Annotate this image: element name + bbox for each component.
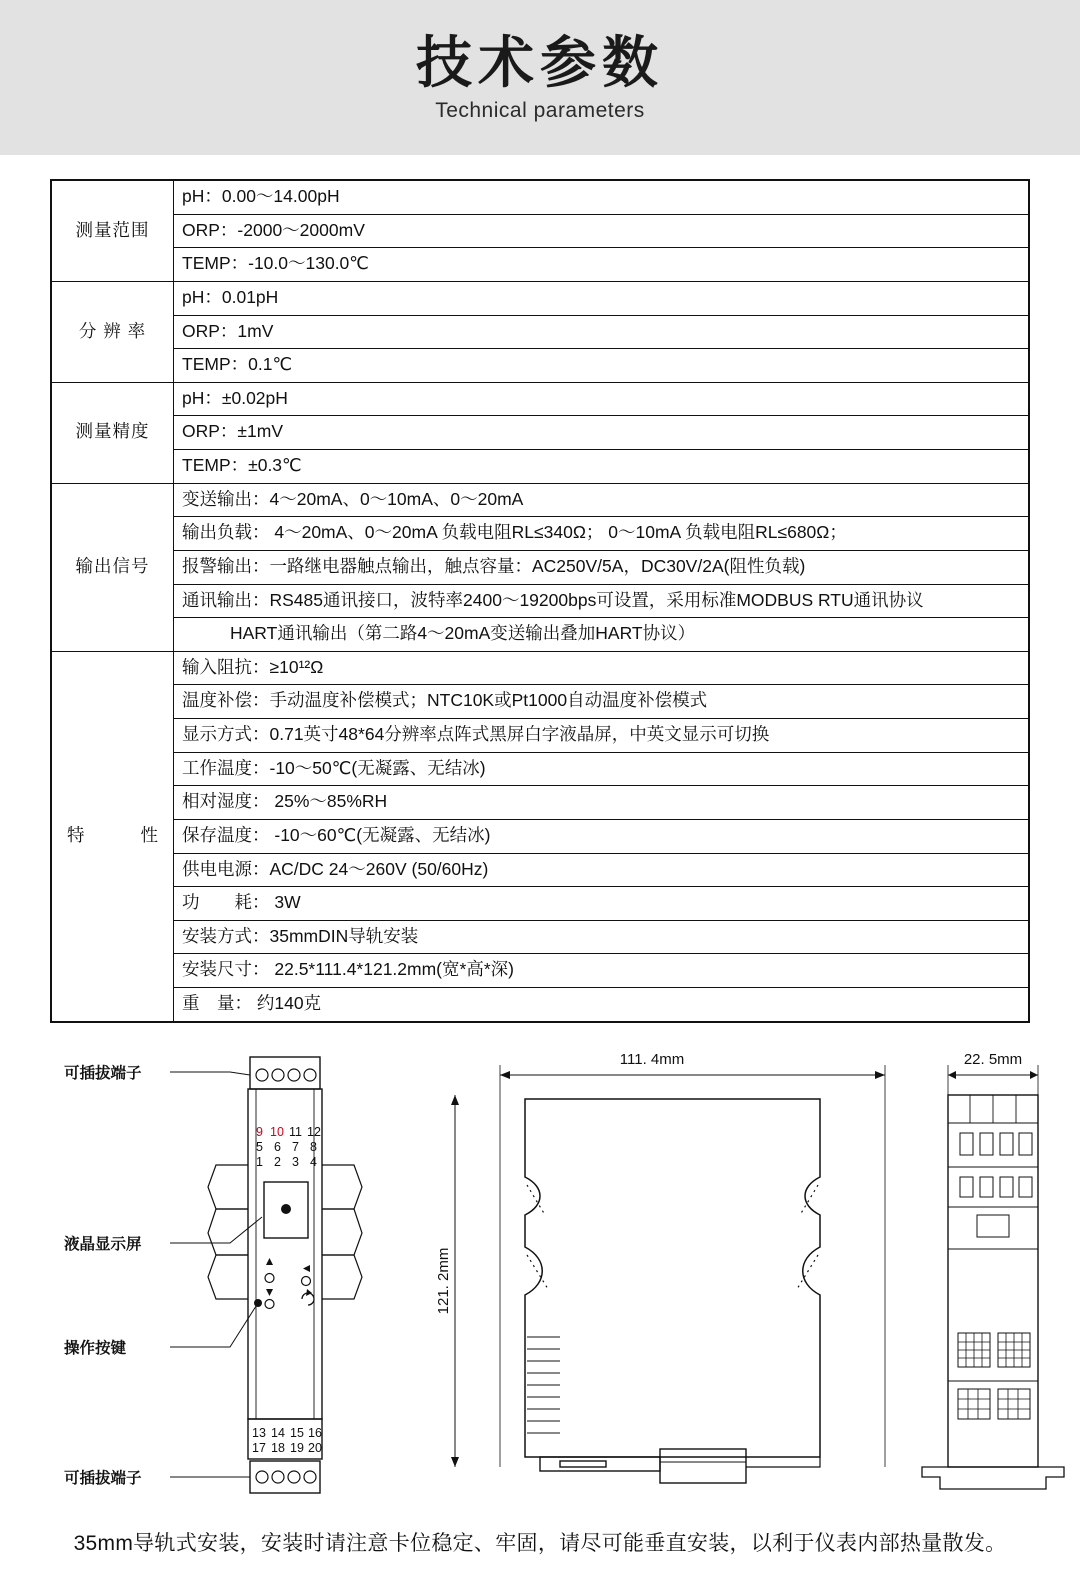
terminal-number: 8 [310,1139,317,1154]
spec-value: 相对湿度： 25%～85%RH [174,786,1029,820]
dimension-depth: 22. 5mm [963,1050,1023,1068]
table-row [52,382,1029,416]
terminal-number: 11 [289,1124,302,1139]
terminal-number: 17 [252,1440,266,1455]
spec-value: 变送输出：4～20mA、0～10mA、0～20mA [174,483,1029,517]
terminal-number: 1 [256,1154,263,1169]
terminal-number: 19 [290,1440,304,1455]
terminal-number: 10 [270,1124,284,1139]
table-row [52,450,1029,484]
terminal-number: 9 [256,1124,263,1139]
terminal-number: 12 [307,1124,321,1139]
table-row [52,416,1029,450]
table-row [52,819,1029,853]
spec-label-output-signal: 输出信号 [52,483,174,651]
spec-value: 报警输出：一路继电器触点输出，触点容量：AC250V/5A，DC30V/2A(阻性负载) [174,550,1029,584]
terminal-number: 3 [292,1154,299,1169]
dimension-height: 121. 2mm [435,1247,452,1314]
table-row [52,954,1029,988]
spec-value: ORP：±1mV [174,416,1029,450]
spec-label-accuracy: 测量精度 [52,382,174,483]
spec-value: 输入阻抗：≥10¹²Ω [174,651,1029,685]
table-row [52,651,1029,685]
table-row [52,281,1029,315]
page-subtitle: Technical parameters [435,99,645,123]
table-row [52,618,1029,652]
table-row [52,483,1029,517]
spec-value: 安装方式：35mmDIN导轨安装 [174,920,1029,954]
spec-value: TEMP：±0.3℃ [174,450,1029,484]
callout-bottom-terminal: 可插拔端子 [64,1469,142,1487]
table-row [52,786,1029,820]
spec-label-resolution: 分 辨 率 [52,281,174,382]
table-row [52,584,1029,618]
spec-value: 供电电源：AC/DC 24～260V (50/60Hz) [174,853,1029,887]
table-row [52,550,1029,584]
table-row [52,315,1029,349]
table-row [52,181,1029,215]
spec-value: pH：±0.02pH [174,382,1029,416]
spec-value: pH：0.00～14.00pH [174,181,1029,215]
terminal-number: 20 [308,1440,322,1455]
table-row [52,853,1029,887]
table-row [52,214,1029,248]
table-row [52,719,1029,753]
spec-table [51,180,1029,1022]
spec-value: 工作温度：-10～50℃(无凝露、无结冰) [174,752,1029,786]
page-header [0,0,1080,155]
table-row [52,685,1029,719]
terminal-number: 18 [271,1440,285,1455]
spec-value: 安装尺寸： 22.5*111.4*121.2mm(宽*高*深) [174,954,1029,988]
terminal-number: 14 [271,1425,285,1440]
terminal-number: 16 [308,1425,322,1440]
dimension-width: 111. 4mm [619,1050,685,1068]
terminal-number: 5 [256,1139,263,1154]
spec-value: 通讯输出：RS485通讯接口，波特率2400～19200bps可设置，采用标准MODBUS RTU通讯协议 [174,584,1029,618]
spec-value: TEMP：-10.0～130.0℃ [174,248,1029,282]
spec-label-measure-range: 测量范围 [52,181,174,282]
table-row [52,752,1029,786]
installation-note: 35mm导轨式安装，安装时请注意卡位稳定、牢固，请尽可能垂直安装，以利于仪表内部热量散发。 [73,1531,1007,1555]
spec-label-characteristics: 特 性 [52,651,174,1021]
terminal-number: 2 [274,1154,281,1169]
table-row [52,349,1029,383]
spec-value: 输出负载： 4～20mA、0～20mA 负载电阻RL≤340Ω； 0～10mA 负载电阻RL≤680Ω； [174,517,1029,551]
spec-value: ORP：1mV [174,315,1029,349]
table-row [52,248,1029,282]
callout-keys: 操作按键 [64,1339,127,1357]
terminal-number: 13 [252,1425,266,1440]
spec-value: ORP：-2000～2000mV [174,214,1029,248]
spec-value: pH：0.01pH [174,281,1029,315]
product-dimension-diagram [0,1037,1080,1517]
spec-value: 保存温度： -10～60℃(无凝露、无结冰) [174,819,1029,853]
spec-table-container [50,179,1030,1023]
terminal-number: 4 [310,1154,317,1169]
spec-value: 功 耗： 3W [174,887,1029,921]
terminal-number: 7 [292,1139,299,1154]
table-row [52,517,1029,551]
spec-value: TEMP：0.1℃ [174,349,1029,383]
callout-lcd: 液晶显示屏 [64,1235,142,1253]
terminal-number: 6 [274,1139,281,1154]
terminal-number: 15 [290,1425,304,1440]
table-row [52,887,1029,921]
table-row [52,920,1029,954]
table-row [52,988,1029,1022]
spec-value: 温度补偿：手动温度补偿模式；NTC10K或Pt1000自动温度补偿模式 [174,685,1029,719]
spec-value: 显示方式：0.71英寸48*64分辨率点阵式黑屏白字液晶屏，中英文显示可切换 [174,719,1029,753]
spec-value: 重 量： 约140克 [174,988,1029,1022]
page-title: 技术参数 [416,30,664,94]
callout-top-terminal: 可插拔端子 [64,1064,142,1082]
spec-value: HART通讯输出（第二路4～20mA变送输出叠加HART协议） [174,618,1029,652]
